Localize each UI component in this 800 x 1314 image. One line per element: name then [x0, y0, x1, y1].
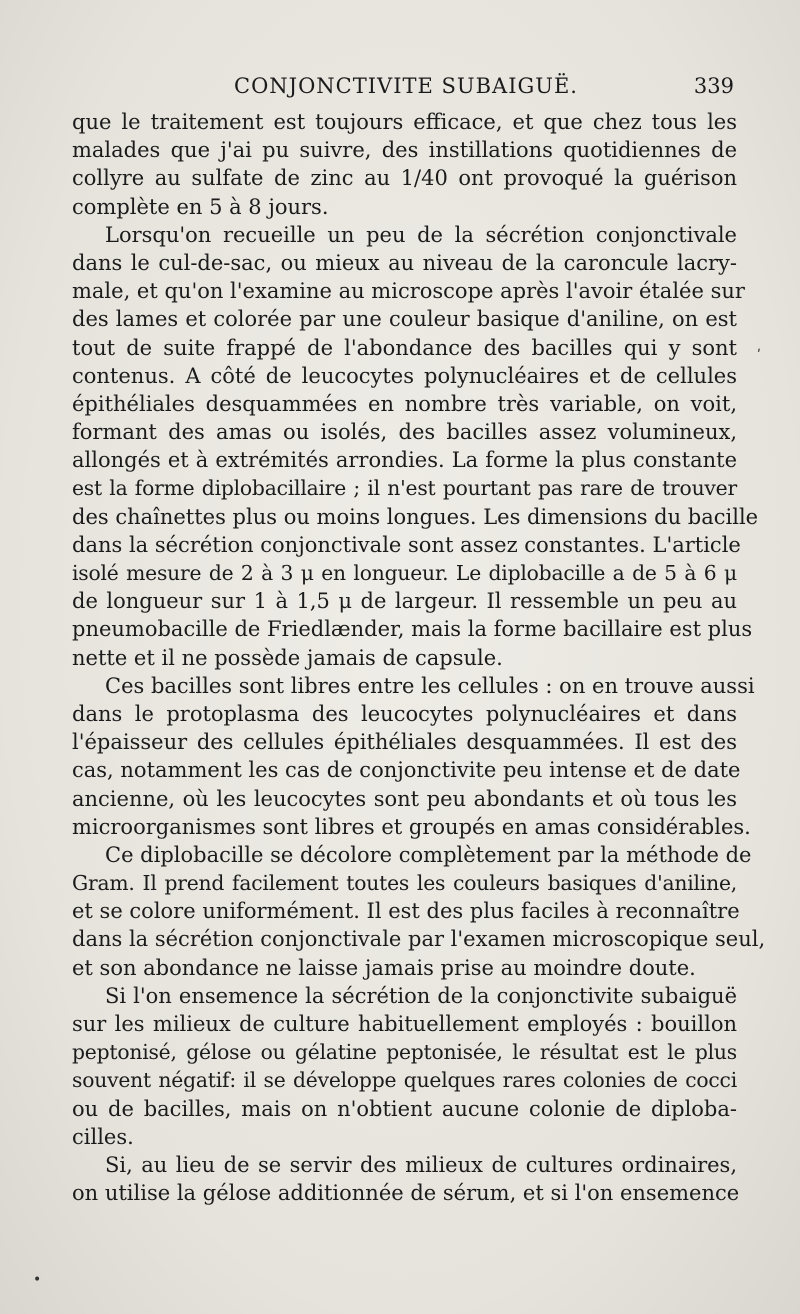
- body-text: [72, 108, 766, 1207]
- text-line: sur les milieux de culture habituellement employés : bouillon: [72, 1012, 737, 1036]
- text-line: on utilise la gélose additionnée de sérum, et si l'on ensemence: [72, 1181, 740, 1206]
- running-head: [72, 70, 740, 106]
- text-line: que le traitement est toujours efficace, et que chez tous les: [72, 110, 737, 134]
- running-title: CONJONCTIVITE SUBAIGUË.: [234, 74, 578, 98]
- text-line: est la forme diplobacillaire ; il n'est pourtant pas rare de trouver: [72, 476, 737, 501]
- text-line: pneumobacille de Friedlænder, mais la forme bacillaire est plus: [72, 617, 753, 642]
- text-line: nette et il ne possède jamais de capsule.: [72, 645, 503, 670]
- text-line: cilles.: [72, 1124, 134, 1149]
- text-line: cas, notamment les cas de conjonctivite peu intense et de date: [72, 758, 741, 783]
- paragraph: [72, 841, 766, 982]
- text-line: collyre au sulfate de zinc au 1/40 ont provoqué la guérison: [72, 166, 737, 191]
- text-line: et son abondance ne laisse jamais prise au moindre doute.: [72, 955, 696, 980]
- text-line: Gram. Il prend facilement toutes les couleurs basiques d'aniline,: [72, 871, 737, 896]
- page-number: 339: [693, 74, 734, 98]
- text-line: des lames et colorée par une couleur basique d'aniline, on est: [72, 307, 737, 332]
- text-line: Si l'on ensemence la sécrétion de la conjonctivite subaiguë: [105, 983, 737, 1008]
- text-line: tout de suite frappé de l'abondance des bacilles qui y sont: [72, 335, 737, 360]
- text-line: dans la sécrétion conjonctivale par l'examen microscopique seul,: [72, 927, 766, 952]
- margin-speck: ʹ: [757, 348, 761, 364]
- text-line: épithéliales desquammées en nombre très variable, on voit,: [72, 391, 737, 416]
- text-line: microorganismes sont libres et groupés en amas considérables.: [72, 814, 751, 839]
- text-line: complète en 5 à 8 jours.: [72, 194, 329, 219]
- text-line: malades que j'ai pu suivre, des instillations quotidiennes de: [72, 138, 737, 163]
- margin-dot: •: [33, 1272, 42, 1288]
- text-line: contenus. A côté de leucocytes polynucléaires et de cellules: [72, 363, 737, 388]
- paragraph: [72, 672, 755, 841]
- text-line: dans la sécrétion conjonctivale sont assez constantes. L'article: [72, 532, 741, 557]
- text-line: isolé mesure de 2 à 3 μ en longueur. Le diplobacille a de 5 à 6 μ: [72, 561, 737, 585]
- text-line: ancienne, où les leucocytes sont peu abondants et où tous les: [72, 786, 737, 811]
- text-line: Ces bacilles sont libres entre les cellules : on en trouve aussi: [105, 673, 755, 698]
- paragraph: [72, 221, 759, 672]
- text-line: ou de bacilles, mais on n'obtient aucune colonie de diploba-: [72, 1096, 737, 1121]
- text-line: des chaînettes plus ou moins longues. Les dimensions du bacille: [72, 504, 759, 529]
- text-line: male, et qu'on l'examine au microscope après l'avoir étalée sur: [72, 279, 745, 304]
- text-line: de longueur sur 1 à 1,5 μ de largeur. Il ressemble un peu au: [72, 589, 737, 614]
- text-line: peptonisé, gélose ou gélatine peptonisée, le résultat est le plus: [72, 1040, 737, 1065]
- text-line: Lorsqu'on recueille un peu de la sécrétion conjonctivale: [105, 222, 737, 247]
- text-line: Ce diplobacille se décolore complètement par la méthode de: [105, 842, 752, 867]
- text-line: dans le protoplasma des leucocytes polynucléaires et dans: [72, 701, 737, 726]
- text-line: formant des amas ou isolés, des bacilles assez volumineux,: [72, 420, 737, 445]
- text-line: et se colore uniformément. Il est des plus faciles à reconnaître: [72, 899, 740, 924]
- paragraph: [72, 108, 737, 221]
- paragraph: [72, 1151, 740, 1207]
- text-line: dans le cul-de-sac, ou mieux au niveau de la caroncule lacry-: [72, 250, 737, 275]
- text-line: Si, au lieu de se servir des milieux de cultures ordinaires,: [105, 1152, 737, 1177]
- paragraph: [72, 982, 737, 1151]
- text-line: l'épaisseur des cellules épithéliales desquammées. Il est des: [72, 730, 737, 755]
- text-line: allongés et à extrémités arrondies. La forme la plus constante: [72, 448, 737, 473]
- text-line: souvent négatif: il se développe quelques rares colonies de cocci: [72, 1068, 737, 1093]
